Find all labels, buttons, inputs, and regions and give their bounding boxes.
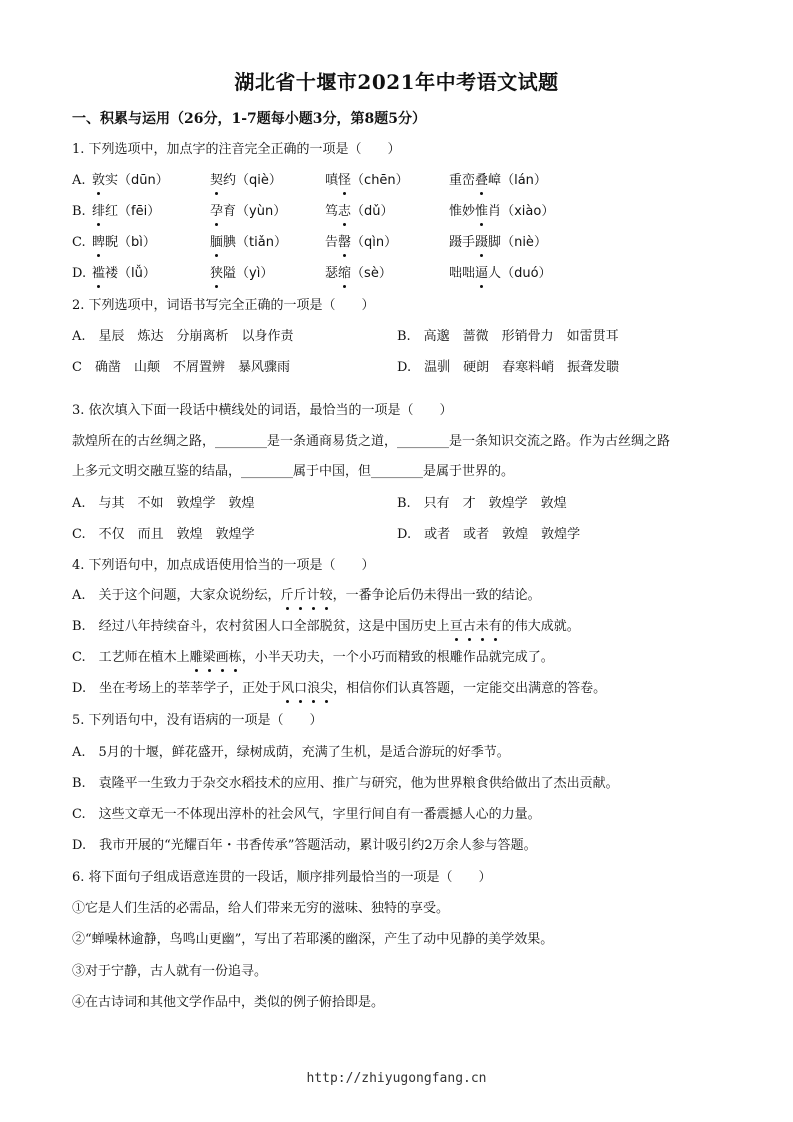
paren: ） bbox=[260, 266, 274, 281]
question-2-option-c: C 确凿 山颠 不屑置辨 暴风骤雨 bbox=[72, 360, 290, 375]
dotted-char: 古 bbox=[462, 619, 476, 634]
question-1-word bbox=[449, 234, 547, 252]
paren: （ bbox=[236, 173, 250, 188]
pinyin: qìn bbox=[364, 235, 385, 250]
question-3-option-b: B. 只有 才 敦煌学 敦煌 bbox=[397, 496, 567, 511]
question-4-stem: 4. 下列语句中，加点成语使用恰当的一项是（ ） bbox=[72, 558, 375, 573]
option-text: C. 工艺师在植木上 bbox=[72, 650, 190, 665]
question-2-option-b: B. 高邈 蔷微 形销骨力 如雷贯耳 bbox=[397, 329, 619, 344]
dotted-idiom bbox=[190, 650, 242, 665]
word-char: 峦 bbox=[462, 173, 476, 188]
question-6-sentence-1: ①它是人们生活的必需品，给人们带来无穷的滋味、独特的享受。 bbox=[72, 901, 450, 916]
paren: ） bbox=[142, 266, 156, 281]
footer-url: http://zhiyugongfang.cn bbox=[306, 1071, 487, 1086]
question-1-word bbox=[92, 234, 156, 252]
question-5-stem: 5. 下列语句中，没有语病的一项是（ ） bbox=[72, 713, 323, 728]
dotted-char: 口 bbox=[294, 681, 308, 696]
paren: （ bbox=[118, 266, 132, 281]
pinyin: qiè bbox=[249, 173, 269, 188]
dotted-char: 亘 bbox=[449, 619, 463, 634]
question-4-option-d bbox=[72, 680, 606, 698]
word-char: 妙 bbox=[462, 204, 476, 219]
word-char: 瑟 bbox=[325, 266, 339, 281]
word-char: 嗔 bbox=[325, 173, 339, 188]
question-1-word bbox=[325, 265, 392, 283]
word-char: 重 bbox=[449, 173, 463, 188]
word-char: 红 bbox=[105, 204, 119, 219]
pinyin: yùn bbox=[249, 204, 274, 219]
question-6-sentence-2: ②“蝉噪林逾静，鸟鸣山更幽”，写出了若耶溪的幽深，产生了动中见静的美学效果。 bbox=[72, 932, 554, 947]
paren: ） bbox=[541, 204, 555, 219]
dotted-idiom bbox=[281, 681, 333, 696]
question-5-option-c: C. 这些文章无一不体现出淳朴的社会风气，字里行间自有一番震撼人心的力量。 bbox=[72, 807, 541, 822]
question-6-sentence-3: ③对于宁静，古人就有一份追寻。 bbox=[72, 964, 268, 979]
question-3-option-c: C. 不仅 而且 敦煌 敦煌学 bbox=[72, 527, 255, 542]
dotted-idiom bbox=[450, 619, 502, 634]
question-5-option-d: D. 我市开展的“光耀百年・书香传承”答题活动，累计吸引约2万余人参与答题。 bbox=[72, 838, 537, 853]
dotted-char: 未 bbox=[475, 619, 489, 634]
question-2-option-a: A. 星辰 炼达 分崩离析 以身作责 bbox=[72, 329, 294, 344]
paren: ） bbox=[395, 173, 409, 188]
word-char: 罄 bbox=[338, 235, 352, 250]
question-1-stem: 1. 下列选项中，加点字的注音完全正确的一项是（ ） bbox=[72, 142, 401, 157]
word-char: 实 bbox=[105, 173, 119, 188]
question-4-option-c bbox=[72, 649, 554, 667]
word-char: 睥 bbox=[92, 235, 106, 250]
question-1-word bbox=[92, 203, 160, 221]
dotted-char: 斤 bbox=[293, 588, 307, 603]
question-3-option-a: A. 与其 不如 敦煌学 敦煌 bbox=[72, 496, 255, 511]
word-char: 嶂 bbox=[488, 173, 502, 188]
paren: （ bbox=[118, 235, 132, 250]
question-1-word bbox=[210, 172, 282, 190]
paren: （ bbox=[118, 204, 132, 219]
dotted-idiom bbox=[281, 588, 333, 603]
word-char: 人 bbox=[488, 266, 502, 281]
pinyin: dǔ bbox=[364, 204, 381, 219]
word-char: 褴 bbox=[92, 266, 106, 281]
word-char: 约 bbox=[223, 173, 237, 188]
question-2-option-d: D. 温驯 硬朗 春寒料峭 振聋发聩 bbox=[397, 360, 620, 375]
question-3-option-d: D. 或者 或者 敦煌 敦煌学 bbox=[397, 527, 581, 542]
question-1-word bbox=[449, 203, 554, 221]
option-text: ，小半天功夫，一个小巧而精致的根雕作品就完成了。 bbox=[241, 650, 554, 665]
question-1-option-label: D. bbox=[72, 266, 87, 281]
question-3-stem: 3. 依次填入下面一段话中横线处的词语，最恰当的一项是（ ） bbox=[72, 403, 453, 418]
pinyin: xiào bbox=[514, 204, 542, 219]
paren: （ bbox=[351, 266, 365, 281]
paren: （ bbox=[501, 173, 515, 188]
pinyin: sè bbox=[364, 266, 379, 281]
pinyin: fēi bbox=[131, 204, 148, 219]
question-1-word bbox=[325, 234, 397, 252]
word-char: 腼 bbox=[210, 235, 224, 250]
word-char: 绯 bbox=[92, 204, 106, 219]
pinyin: lǚ bbox=[131, 266, 143, 281]
paren: ） bbox=[538, 266, 552, 281]
paren: （ bbox=[118, 173, 132, 188]
paren: ） bbox=[147, 204, 161, 219]
paren: ） bbox=[380, 204, 394, 219]
page-title: 湖北省十堰市2021年中考语文试题 bbox=[234, 70, 559, 94]
word-char: 手 bbox=[462, 235, 476, 250]
paren: ） bbox=[273, 235, 287, 250]
word-char: 叠 bbox=[475, 173, 489, 188]
pinyin: lán bbox=[514, 173, 534, 188]
paren: （ bbox=[236, 235, 250, 250]
question-2-stem: 2. 下列选项中，词语书写完全正确的一项是（ ） bbox=[72, 298, 375, 313]
question-1-word bbox=[325, 203, 394, 221]
word-char: 脚 bbox=[488, 235, 502, 250]
option-text: A. 关于这个问题，大家众说纷纭， bbox=[72, 588, 281, 603]
dotted-char: 较 bbox=[319, 588, 333, 603]
word-char: 契 bbox=[210, 173, 224, 188]
option-text: ，一番争论后仍未得出一致的结论。 bbox=[332, 588, 541, 603]
word-char: 缩 bbox=[338, 266, 352, 281]
word-char: 蹑 bbox=[475, 235, 489, 250]
question-1-option-label: B. bbox=[72, 204, 86, 219]
word-char: 隘 bbox=[223, 266, 237, 281]
word-char: 睨 bbox=[105, 235, 119, 250]
question-3-passage-line-2: 上多元文明交融互鉴的结晶，________属于中国，但________是属于世界的。 bbox=[72, 464, 515, 479]
word-char: 育 bbox=[223, 204, 237, 219]
paren: （ bbox=[236, 204, 250, 219]
question-5-option-b: B. 袁隆平一生致力于杂交水稻技术的应用、推广与研究，他为世界粮食供给做出了杰出贡献。 bbox=[72, 776, 619, 791]
question-1-option-label: C. bbox=[72, 235, 86, 250]
dotted-char: 计 bbox=[306, 588, 320, 603]
question-1-word bbox=[210, 203, 286, 221]
word-char: 惟 bbox=[475, 204, 489, 219]
paren: ） bbox=[155, 173, 169, 188]
option-text: ，相信你们认真答题，一定能交出满意的答卷。 bbox=[333, 681, 607, 696]
paren: （ bbox=[351, 173, 365, 188]
pinyin: duó bbox=[514, 266, 539, 281]
pinyin: yì bbox=[249, 266, 261, 281]
dotted-char: 栋 bbox=[228, 650, 242, 665]
paren: ） bbox=[273, 204, 287, 219]
word-char: 狭 bbox=[210, 266, 224, 281]
question-4-option-b bbox=[72, 618, 580, 636]
section-heading: 一、积累与运用（26分，1-7题每小题3分，第8题5分） bbox=[72, 111, 426, 127]
paren: ） bbox=[533, 173, 547, 188]
option-text: D. 坐在考场上的莘莘学子，正处于 bbox=[72, 681, 282, 696]
word-char: 褛 bbox=[105, 266, 119, 281]
pinyin: tiǎn bbox=[249, 235, 274, 250]
word-char: 腆 bbox=[223, 235, 237, 250]
question-1-word bbox=[449, 265, 552, 283]
paren: （ bbox=[501, 204, 515, 219]
dotted-char: 画 bbox=[215, 650, 229, 665]
paren: ） bbox=[533, 235, 547, 250]
word-char: 肖 bbox=[488, 204, 502, 219]
pinyin: dūn bbox=[131, 173, 156, 188]
question-3-passage-line-1: 款煌所在的古丝绸之路，________是一条通商易货之道，________是一条知识交流之路。作为古丝绸之路 bbox=[72, 434, 671, 449]
option-text: B. 经过八年持续奋斗，农村贫困人口全部脱贫，这是中国历史上 bbox=[72, 619, 450, 634]
pinyin: bì bbox=[131, 235, 143, 250]
word-char: 咄 bbox=[449, 266, 463, 281]
question-5-option-a: A. 5月的十堰，鲜花盛开，绿树成荫，充满了生机，是适合游玩的好季节。 bbox=[72, 745, 510, 760]
word-char: 咄 bbox=[462, 266, 476, 281]
paren: ） bbox=[384, 235, 398, 250]
word-char: 志 bbox=[338, 204, 352, 219]
dotted-char: 梁 bbox=[202, 650, 216, 665]
question-1-word bbox=[210, 234, 287, 252]
word-char: 笃 bbox=[325, 204, 339, 219]
word-char: 惟 bbox=[449, 204, 463, 219]
paren: （ bbox=[351, 235, 365, 250]
paren: ） bbox=[142, 235, 156, 250]
pinyin: niè bbox=[514, 235, 534, 250]
paren: （ bbox=[351, 204, 365, 219]
paren: ） bbox=[378, 266, 392, 281]
word-char: 怪 bbox=[338, 173, 352, 188]
word-char: 蹑 bbox=[449, 235, 463, 250]
paren: （ bbox=[501, 235, 515, 250]
question-1-word bbox=[92, 265, 156, 283]
question-1-word bbox=[210, 265, 273, 283]
question-1-word bbox=[92, 172, 169, 190]
pinyin: chēn bbox=[364, 173, 396, 188]
word-char: 告 bbox=[325, 235, 339, 250]
paren: （ bbox=[236, 266, 250, 281]
question-1-option-label: A. bbox=[72, 173, 86, 188]
word-char: 敦 bbox=[92, 173, 106, 188]
question-6-stem: 6. 将下面句子组成语意连贯的一段话，顺序排列最恰当的一项是（ ） bbox=[72, 870, 492, 885]
dotted-char: 斤 bbox=[280, 588, 294, 603]
dotted-char: 有 bbox=[488, 619, 502, 634]
word-char: 孕 bbox=[210, 204, 224, 219]
question-1-word bbox=[325, 172, 409, 190]
paren: ） bbox=[268, 173, 282, 188]
paren: （ bbox=[501, 266, 515, 281]
dotted-char: 尖 bbox=[320, 681, 334, 696]
dotted-char: 浪 bbox=[307, 681, 321, 696]
dotted-char: 雕 bbox=[189, 650, 203, 665]
option-text: 的伟大成就。 bbox=[501, 619, 580, 634]
question-6-sentence-4: ④在古诗词和其他文学作品中，类似的例子俯拾即是。 bbox=[72, 995, 385, 1010]
question-1-word bbox=[449, 172, 547, 190]
word-char: 逼 bbox=[475, 266, 489, 281]
question-4-option-a bbox=[72, 587, 541, 605]
dotted-char: 风 bbox=[281, 681, 295, 696]
